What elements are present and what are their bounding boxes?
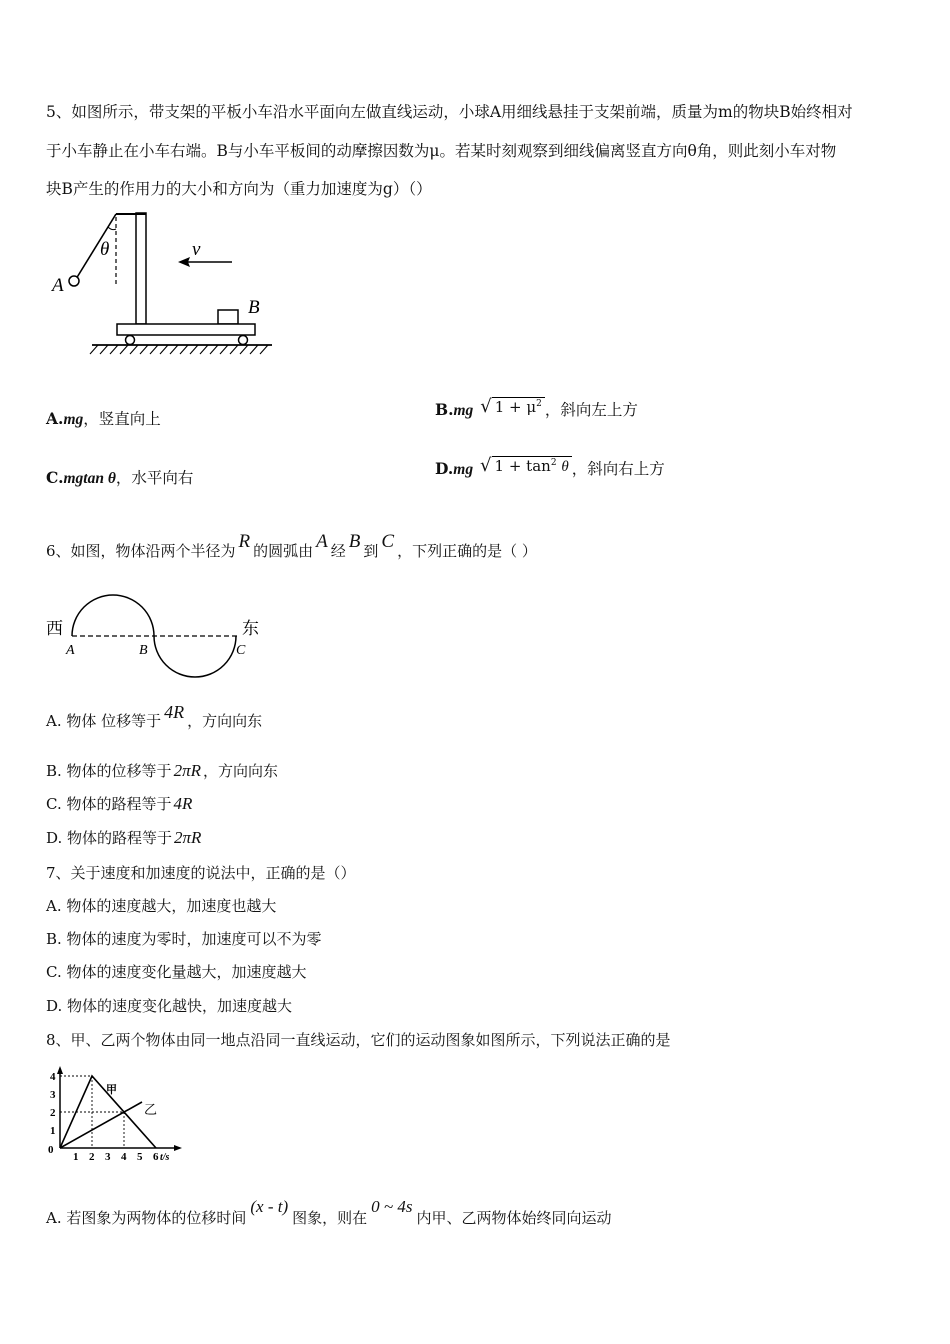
q6-stem [46,531,537,570]
math-r: R [238,531,251,552]
option-text: D. 物体的路程等于 [46,829,173,847]
ground-hatching [90,345,268,354]
pendulum-string [76,214,116,279]
q5-figure-cart-pendulum [40,205,290,365]
option-prefix: D. [435,459,454,478]
label-a: A [52,275,64,296]
label-c: C [236,643,246,658]
option-text: 内甲、乙两物体始终同向运动 [416,1209,612,1227]
y-tick-label: 1 [50,1125,56,1137]
option-math: 4R [164,702,185,722]
wheel-left [126,336,135,345]
sqrt-base: 1 + tan [494,457,551,475]
option-text: ，方向向东 [187,712,263,730]
origin-label: 0 [48,1144,54,1156]
q8-stem: 8、甲、乙两个物体由同一地点沿同一直线运动，它们的运动图象如图所示，下列说法正确的是 [46,1031,671,1049]
option-math: (x - t) [250,1197,289,1216]
y-tick-label: 2 [50,1107,56,1119]
q5-option-a[interactable] [46,407,161,429]
sqrt-icon: √ [480,396,492,417]
sqrt-expression [480,455,572,476]
y-tick-label: 4 [50,1071,56,1083]
stem-text: 6、如图，物体沿两个半径为 [46,542,236,560]
x-tick-label: 5 [137,1151,143,1163]
option-math: 0 ~ 4s [371,1197,413,1216]
lower-arc [154,636,236,677]
x-tick-label: 6 [153,1151,159,1163]
label-theta: θ [100,239,110,260]
q6-option-c[interactable] [46,793,194,814]
q5-option-b[interactable] [435,398,638,420]
x-tick-label: 4 [121,1151,127,1163]
x-tick-labels [73,1151,159,1163]
sqrt-tail: θ [561,459,569,475]
label-a: A [66,643,75,658]
wheel-right [239,336,248,345]
q6-option-d[interactable] [46,827,203,848]
block-b [218,310,238,324]
q7-option-b[interactable]: B. 物体的速度为零时，加速度可以不为零 [46,930,322,948]
sqrt-sup: 2 [536,399,542,409]
option-text: 图象，则在 [292,1209,368,1227]
q5-stem-line1: 5、如图所示，带支架的平板小车沿水平面向左做直线运动，小球A用细线悬挂于支架前端，质量为m的物块B始终相对 [46,103,853,121]
option-text: ，竖直向上 [83,410,161,428]
label-yi: 乙 [144,1102,158,1117]
x-tick-label: 1 [73,1151,79,1163]
label-b: B [248,297,260,318]
q8-option-a[interactable] [46,1197,612,1228]
math-a: A [316,531,328,552]
q5-stem-line3: 块B产生的作用力的大小和方向为（重力加速度为g）（） [46,180,432,198]
option-math: 2πR [174,828,202,847]
q7-option-a[interactable]: A. 物体的速度越大，加速度也越大 [46,897,277,915]
angle-arc [108,227,116,230]
option-prefix: C. [46,468,64,487]
q5-option-c[interactable] [46,466,193,488]
option-text: C. 物体的路程等于 [46,795,172,813]
option-formula: mg [453,461,474,478]
label-west: 西 [46,619,63,638]
option-text: A. 物体 位移等于 [46,712,162,730]
option-text: ，方向向东 [202,762,278,780]
option-text: ，水平向右 [115,469,194,487]
sqrt-base: 1 + μ [494,398,537,416]
y-tick-labels [50,1071,56,1137]
q7-option-d[interactable]: D. 物体的速度变化越快，加速度越大 [46,997,293,1015]
option-text: ，斜向左上方 [544,401,638,419]
math-b: B [348,531,361,552]
x-unit-label: t/s [160,1152,170,1163]
option-prefix: B. [435,400,454,419]
option-formula: mg [63,411,84,428]
q6-option-b[interactable] [46,760,278,781]
option-formula: mgtan θ [63,470,116,487]
y-axis-arrow-icon [57,1066,63,1074]
label-east: 东 [242,619,259,638]
series-yi [60,1102,142,1148]
stem-text: 经 [330,542,346,560]
q7-option-c[interactable]: C. 物体的速度变化量越大，加速度越大 [46,963,307,981]
x-axis-arrow-icon [174,1145,182,1151]
q5-option-d[interactable] [435,457,665,479]
q7-stem: 7、关于速度和加速度的说法中，正确的是（） [46,864,356,882]
x-tick-label: 3 [105,1151,111,1163]
label-b: B [139,643,148,658]
option-prefix: A. [46,409,64,428]
q6-option-a[interactable] [46,702,263,731]
stem-text: 的圆弧由 [253,542,314,560]
option-math: 4R [173,794,193,813]
x-tick-label: 2 [89,1151,95,1163]
math-c: C [381,531,395,552]
y-tick-label: 3 [50,1089,56,1101]
q6-figure-arcs [44,588,274,683]
option-math: 2πR [173,761,201,780]
cart-platform [117,324,255,335]
label-jia: 甲 [106,1084,117,1096]
ball-a [69,276,79,286]
q8-figure-motion-graph [44,1062,194,1164]
sqrt-expression [480,396,545,417]
option-text: ，斜向右上方 [571,460,665,478]
label-v: v [192,239,201,260]
upper-arc [72,595,154,636]
option-text: B. 物体的位移等于 [46,762,172,780]
stem-text: ，下列正确的是（ ） [397,542,537,560]
sqrt-icon: √ [480,455,492,476]
sqrt-sup: 2 [550,458,557,468]
option-formula: mg [453,402,474,419]
support-pole [136,213,146,324]
option-text: A. 若图象为两物体的位移时间 [46,1209,247,1227]
stem-text: 到 [363,542,379,560]
q5-stem-line2: 于小车静止在小车右端。B与小车平板间的动摩擦因数为μ。若某时刻观察到细线偏离竖直方向θ角，则此刻小车对物 [46,142,837,160]
